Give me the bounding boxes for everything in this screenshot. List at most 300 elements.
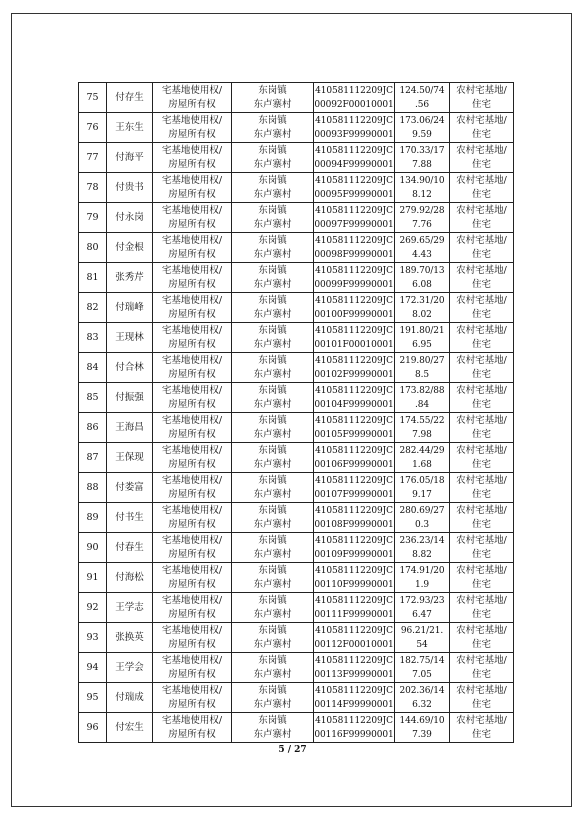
location-line: 东岗镇 [258,474,287,486]
right-type-line: 房屋所有权 [168,458,216,470]
area-cell [395,713,450,743]
land-use-line: 农村宅基地/ [456,414,507,426]
land-use-line: 住宅 [471,608,491,620]
right-type-line: 房屋所有权 [168,338,216,350]
parcel-code-cell [314,623,395,653]
land-use-line: 住宅 [471,548,491,560]
property-records-table [78,82,514,743]
area-cell [395,203,450,233]
row-number-cell: 81 [79,263,107,293]
land-use-cell [450,503,514,533]
location-cell [232,503,314,533]
owner-name-cell: 王学志 [107,593,153,623]
land-use-cell [450,653,514,683]
parcel-code-cell [314,83,395,113]
parcel-code-line: 410581112209JC [315,205,393,216]
row-number-cell: 76 [79,113,107,143]
location-line: 东卢寨村 [253,128,292,140]
row-number-cell: 88 [79,473,107,503]
location-line: 东卢寨村 [253,218,292,230]
owner-name-cell: 付存生 [107,83,153,113]
table-row [79,443,514,473]
right-type-line: 宅基地使用权/ [161,174,223,186]
right-type-cell [153,83,232,113]
table-row [79,83,514,113]
land-use-line: 住宅 [471,308,491,320]
area-line: 6.95 [412,339,432,350]
parcel-code-line: 410581112209JC [315,265,393,276]
area-cell [395,233,450,263]
parcel-code-cell [314,533,395,563]
location-line: 东卢寨村 [253,488,292,500]
right-type-cell [153,383,232,413]
location-line: 东岗镇 [258,234,287,246]
parcel-code-cell [314,113,395,143]
land-use-line: 住宅 [471,248,491,260]
right-type-line: 宅基地使用权/ [161,624,223,636]
location-cell [232,593,314,623]
area-line: 280.69/27 [399,505,445,516]
area-cell [395,353,450,383]
location-line: 东岗镇 [258,564,287,576]
land-use-line: 住宅 [471,398,491,410]
parcel-code-cell [314,713,395,743]
parcel-code-line: 00116F99990001 [314,729,394,740]
parcel-code-line: 00093F99990001 [314,129,394,140]
location-line: 东岗镇 [258,414,287,426]
table-row [79,473,514,503]
table-row [79,653,514,683]
land-use-line: 农村宅基地/ [456,114,507,126]
area-cell [395,653,450,683]
right-type-line: 宅基地使用权/ [161,234,223,246]
location-cell [232,713,314,743]
parcel-code-line: 410581112209JC [315,625,393,636]
land-use-cell [450,203,514,233]
table-row [79,143,514,173]
right-type-cell [153,143,232,173]
parcel-code-line: 410581112209JC [315,475,393,486]
parcel-code-line: 00100F99990001 [314,309,394,320]
location-line: 东岗镇 [258,204,287,216]
owner-name-cell: 王海昌 [107,413,153,443]
area-line: 4.43 [412,249,432,260]
right-type-cell [153,623,232,653]
right-type-cell [153,173,232,203]
area-line: 182.75/14 [399,655,445,666]
owner-name-cell: 付娄富 [107,473,153,503]
parcel-code-line: 00109F99990001 [314,549,394,560]
right-type-line: 宅基地使用权/ [161,114,223,126]
right-type-line: 宅基地使用权/ [161,264,223,276]
land-use-cell [450,413,514,443]
parcel-code-line: 410581112209JC [315,415,393,426]
right-type-line: 宅基地使用权/ [161,714,223,726]
land-use-line: 农村宅基地/ [456,654,507,666]
location-line: 东岗镇 [258,534,287,546]
parcel-code-line: 410581112209JC [315,85,393,96]
area-line: 134.90/10 [399,175,445,186]
row-number-cell: 79 [79,203,107,233]
parcel-code-line: 410581112209JC [315,145,393,156]
area-line: 7.98 [412,429,432,440]
right-type-line: 宅基地使用权/ [161,84,223,96]
table-row [79,293,514,323]
parcel-code-line: 00114F99990001 [314,699,394,710]
owner-name-cell: 付春生 [107,533,153,563]
location-line: 东卢寨村 [253,458,292,470]
parcel-code-cell [314,563,395,593]
right-type-line: 房屋所有权 [168,608,216,620]
location-line: 东岗镇 [258,174,287,186]
land-use-cell [450,623,514,653]
row-number-cell: 77 [79,143,107,173]
area-line: 189.70/13 [399,265,445,276]
right-type-cell [153,263,232,293]
location-line: 东卢寨村 [253,608,292,620]
owner-name-cell: 王保现 [107,443,153,473]
area-cell [395,113,450,143]
area-cell [395,593,450,623]
right-type-line: 房屋所有权 [168,578,216,590]
land-use-cell [450,83,514,113]
land-use-cell [450,563,514,593]
location-cell [232,473,314,503]
parcel-code-cell [314,593,395,623]
right-type-line: 房屋所有权 [168,488,216,500]
right-type-line: 房屋所有权 [168,128,216,140]
location-line: 东岗镇 [258,594,287,606]
parcel-code-cell [314,683,395,713]
land-use-line: 住宅 [471,278,491,290]
land-use-line: 住宅 [471,218,491,230]
table-body [79,83,514,743]
table-row [79,413,514,443]
row-number-cell: 92 [79,593,107,623]
land-use-cell [450,683,514,713]
parcel-code-line: 00101F00010001 [314,339,394,350]
right-type-line: 房屋所有权 [168,428,216,440]
land-use-cell [450,143,514,173]
land-use-cell [450,293,514,323]
owner-name-cell: 王现林 [107,323,153,353]
right-type-cell [153,233,232,263]
land-use-line: 住宅 [471,488,491,500]
parcel-code-line: 410581112209JC [315,445,393,456]
location-line: 东卢寨村 [253,188,292,200]
right-type-line: 房屋所有权 [168,548,216,560]
parcel-code-cell [314,173,395,203]
land-use-cell [450,263,514,293]
right-type-line: 宅基地使用权/ [161,354,223,366]
location-line: 东卢寨村 [253,278,292,290]
owner-name-cell: 王学会 [107,653,153,683]
land-use-line: 农村宅基地/ [456,684,507,696]
parcel-code-cell [314,293,395,323]
right-type-line: 房屋所有权 [168,308,216,320]
parcel-code-cell [314,233,395,263]
row-number-cell: 89 [79,503,107,533]
location-line: 东岗镇 [258,654,287,666]
row-number-cell: 91 [79,563,107,593]
parcel-code-line: 00102F99990001 [314,369,394,380]
area-line: 0.3 [414,519,429,530]
land-use-line: 农村宅基地/ [456,264,507,276]
location-cell [232,383,314,413]
owner-name-cell: 付合林 [107,353,153,383]
right-type-line: 宅基地使用权/ [161,654,223,666]
right-type-line: 房屋所有权 [168,218,216,230]
parcel-code-line: 410581112209JC [315,175,393,186]
owner-name-cell: 付振强 [107,383,153,413]
parcel-code-line: 00112F00010001 [314,639,394,650]
land-use-line: 住宅 [471,638,491,650]
location-line: 东卢寨村 [253,158,292,170]
location-line: 东卢寨村 [253,248,292,260]
right-type-cell [153,113,232,143]
location-line: 东卢寨村 [253,638,292,650]
row-number-cell: 90 [79,533,107,563]
parcel-code-line: 410581112209JC [315,505,393,516]
parcel-code-cell [314,143,395,173]
area-cell [395,443,450,473]
owner-name-cell: 张秀芹 [107,263,153,293]
area-cell [395,683,450,713]
owner-name-cell: 付贵书 [107,173,153,203]
location-line: 东岗镇 [258,384,287,396]
row-number-cell: 85 [79,383,107,413]
right-type-line: 宅基地使用权/ [161,384,223,396]
land-use-line: 农村宅基地/ [456,594,507,606]
parcel-code-line: 410581112209JC [315,535,393,546]
area-cell [395,623,450,653]
table-row [79,113,514,143]
area-cell [395,323,450,353]
parcel-code-cell [314,383,395,413]
right-type-cell [153,413,232,443]
row-number-cell: 94 [79,653,107,683]
row-number-cell: 82 [79,293,107,323]
location-line: 东卢寨村 [253,308,292,320]
right-type-line: 宅基地使用权/ [161,684,223,696]
location-line: 东岗镇 [258,624,287,636]
area-line: 6.47 [412,609,432,620]
location-cell [232,113,314,143]
location-line: 东卢寨村 [253,398,292,410]
right-type-cell [153,683,232,713]
location-line: 东岗镇 [258,354,287,366]
location-line: 东岗镇 [258,444,287,456]
area-cell [395,383,450,413]
parcel-code-cell [314,653,395,683]
land-use-line: 农村宅基地/ [456,234,507,246]
parcel-code-line: 00094F99990001 [314,159,394,170]
parcel-code-line: 410581112209JC [315,355,393,366]
row-number-cell: 96 [79,713,107,743]
right-type-line: 房屋所有权 [168,188,216,200]
area-cell [395,563,450,593]
location-line: 东岗镇 [258,144,287,156]
land-use-line: 农村宅基地/ [456,384,507,396]
land-use-line: 住宅 [471,458,491,470]
table-row [79,533,514,563]
land-use-line: 农村宅基地/ [456,174,507,186]
right-type-line: 宅基地使用权/ [161,534,223,546]
right-type-cell [153,203,232,233]
area-line: 6.32 [412,699,432,710]
parcel-code-line: 410581112209JC [315,595,393,606]
area-line: 8.12 [412,189,432,200]
right-type-line: 房屋所有权 [168,728,216,740]
location-cell [232,203,314,233]
right-type-cell [153,293,232,323]
table-row [79,203,514,233]
right-type-line: 房屋所有权 [168,158,216,170]
location-cell [232,443,314,473]
table-row [79,683,514,713]
right-type-line: 宅基地使用权/ [161,474,223,486]
right-type-line: 宅基地使用权/ [161,144,223,156]
table-row [79,263,514,293]
parcel-code-line: 410581112209JC [315,295,393,306]
row-number-cell: 87 [79,443,107,473]
land-use-cell [450,113,514,143]
parcel-code-line: 00092F00010001 [314,99,394,110]
parcel-code-line: 410581112209JC [315,115,393,126]
location-cell [232,563,314,593]
owner-name-cell: 王东生 [107,113,153,143]
area-line: 172.93/23 [399,595,445,606]
row-number-cell: 80 [79,233,107,263]
area-line: 279.92/28 [399,205,445,216]
area-line: 269.65/29 [399,235,445,246]
area-line: .84 [414,399,429,410]
parcel-code-line: 410581112209JC [315,235,393,246]
parcel-code-line: 410581112209JC [315,655,393,666]
table-row [79,233,514,263]
right-type-line: 房屋所有权 [168,368,216,380]
right-type-cell [153,563,232,593]
land-use-cell [450,533,514,563]
land-use-line: 农村宅基地/ [456,294,507,306]
area-line: 173.06/24 [399,115,445,126]
land-use-cell [450,173,514,203]
parcel-code-line: 00104F99990001 [314,399,394,410]
right-type-line: 宅基地使用权/ [161,444,223,456]
location-cell [232,323,314,353]
parcel-code-cell [314,503,395,533]
land-use-line: 农村宅基地/ [456,564,507,576]
land-use-line: 农村宅基地/ [456,444,507,456]
land-use-line: 农村宅基地/ [456,144,507,156]
parcel-code-cell [314,263,395,293]
area-line: 7.76 [412,219,432,230]
owner-name-cell: 付海平 [107,143,153,173]
location-cell [232,533,314,563]
land-use-line: 住宅 [471,578,491,590]
location-line: 东岗镇 [258,504,287,516]
land-use-cell [450,473,514,503]
right-type-line: 房屋所有权 [168,668,216,680]
table-row [79,353,514,383]
land-use-line: 农村宅基地/ [456,474,507,486]
area-line: 202.36/14 [399,685,445,696]
area-line: 219.80/27 [399,355,445,366]
owner-name-cell: 付永岗 [107,203,153,233]
right-type-line: 宅基地使用权/ [161,324,223,336]
right-type-cell [153,713,232,743]
land-use-line: 住宅 [471,128,491,140]
parcel-code-line: 00107F99990001 [314,489,394,500]
right-type-line: 房屋所有权 [168,98,216,110]
area-line: 236.23/14 [399,535,445,546]
parcel-code-line: 00098F99990001 [314,249,394,260]
location-line: 东岗镇 [258,324,287,336]
area-line: 7.88 [412,159,432,170]
location-cell [232,143,314,173]
right-type-line: 宅基地使用权/ [161,594,223,606]
parcel-code-line: 00095F99990001 [314,189,394,200]
area-line: 1.9 [414,579,429,590]
owner-name-cell: 付宏生 [107,713,153,743]
parcel-code-cell [314,203,395,233]
location-cell [232,413,314,443]
right-type-line: 房屋所有权 [168,698,216,710]
parcel-code-line: 410581112209JC [315,385,393,396]
area-line: 9.17 [412,489,432,500]
land-use-line: 住宅 [471,338,491,350]
right-type-line: 宅基地使用权/ [161,414,223,426]
area-cell [395,173,450,203]
area-line: 9.59 [412,129,432,140]
land-use-line: 住宅 [471,668,491,680]
right-type-cell [153,533,232,563]
area-cell [395,413,450,443]
area-line: 174.91/20 [399,565,445,576]
area-line: 7.39 [412,729,432,740]
parcel-code-cell [314,323,395,353]
parcel-code-line: 00113F99990001 [314,669,394,680]
parcel-code-line: 00111F99990001 [314,609,394,620]
table-row [79,503,514,533]
right-type-line: 宅基地使用权/ [161,504,223,516]
location-cell [232,173,314,203]
right-type-line: 房屋所有权 [168,398,216,410]
location-cell [232,263,314,293]
right-type-cell [153,473,232,503]
area-cell [395,473,450,503]
page-number: 5 / 27 [278,745,307,755]
parcel-code-line: 410581112209JC [315,565,393,576]
area-line: 1.68 [412,459,432,470]
parcel-code-line: 00108F99990001 [314,519,394,530]
land-use-cell [450,233,514,263]
area-line: 172.31/20 [399,295,445,306]
area-line: 170.33/17 [399,145,445,156]
parcel-code-cell [314,413,395,443]
land-use-cell [450,593,514,623]
location-line: 东卢寨村 [253,698,292,710]
land-use-line: 农村宅基地/ [456,624,507,636]
location-line: 东岗镇 [258,294,287,306]
parcel-code-cell [314,443,395,473]
area-line: 8.82 [412,549,432,560]
right-type-line: 宅基地使用权/ [161,204,223,216]
location-cell [232,683,314,713]
parcel-code-line: 00097F99990001 [314,219,394,230]
owner-name-cell: 付瑞成 [107,683,153,713]
parcel-code-line: 410581112209JC [315,325,393,336]
